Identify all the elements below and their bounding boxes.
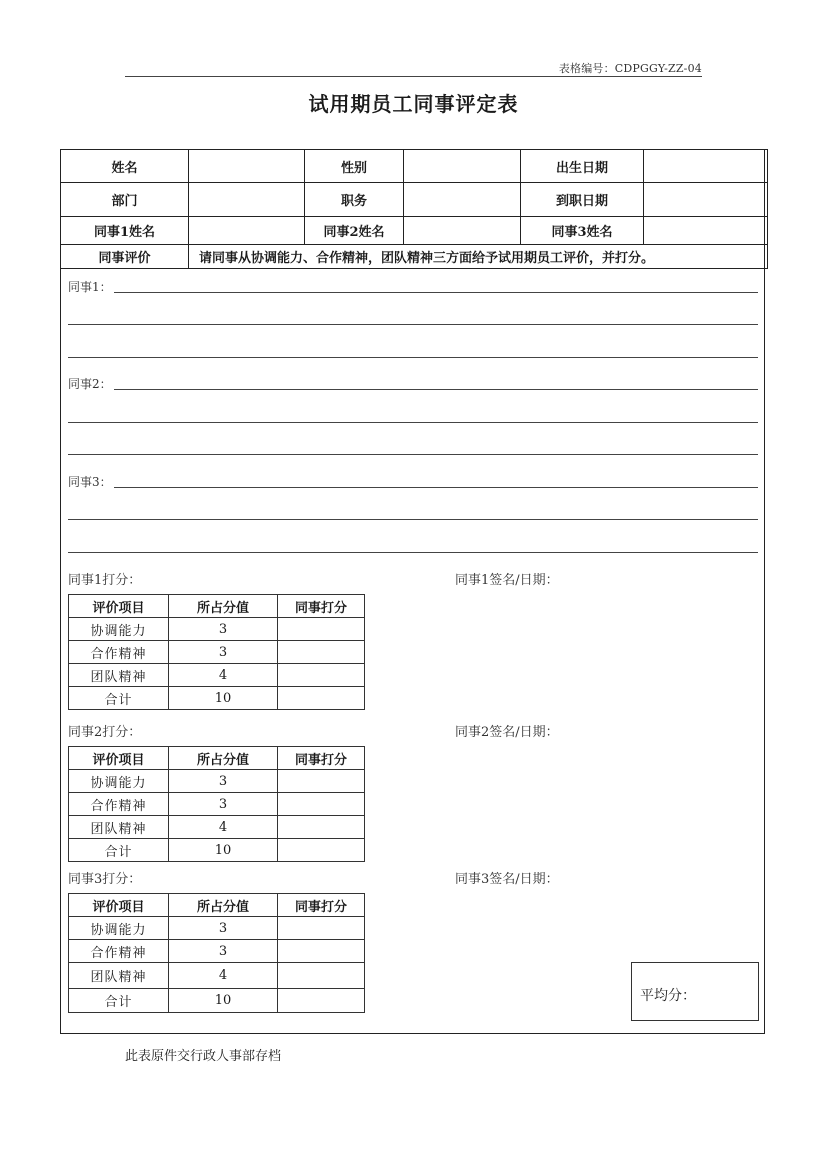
colleague1-name-field[interactable] (189, 217, 305, 245)
score-input[interactable] (278, 618, 365, 641)
score-row (69, 618, 365, 641)
item-cooperation: 合作精神 (69, 793, 169, 816)
weight-cell: 4 (169, 816, 278, 839)
score-row (69, 989, 365, 1013)
comment-line (68, 422, 758, 423)
weight-cell: 3 (169, 618, 278, 641)
comment-line (68, 454, 758, 455)
colleague1-comment-label: 同事1： (68, 280, 112, 294)
weight-cell: 3 (169, 793, 278, 816)
score-input[interactable] (278, 963, 365, 989)
score-input[interactable] (278, 641, 365, 664)
colleague2-signature-label: 同事2签名/日期： (455, 725, 559, 740)
info-row (61, 217, 768, 245)
info-row (61, 183, 768, 217)
score-row (69, 641, 365, 664)
colleague2-score-table (68, 746, 365, 862)
colleague2-score-label: 同事2打分： (68, 725, 142, 740)
footer-note: 此表原件交行政人事部存档 (125, 1049, 282, 1064)
score-header-row (69, 595, 365, 618)
header-weight: 所占分值 (169, 595, 278, 618)
score-row (69, 793, 365, 816)
page-title: 试用期员工同事评定表 (308, 92, 519, 116)
average-score-label: 平均分： (640, 988, 696, 1004)
comment-line (68, 292, 758, 293)
colleague2-name-label: 同事2姓名 (305, 217, 404, 245)
weight-cell: 10 (169, 989, 278, 1013)
colleague3-signature-label: 同事3签名/日期： (455, 872, 559, 887)
department-label: 部门 (61, 183, 189, 217)
header-score: 同事打分 (278, 747, 365, 770)
name-label: 姓名 (61, 150, 189, 183)
score-header-row (69, 747, 365, 770)
weight-cell: 10 (169, 687, 278, 710)
weight-cell: 3 (169, 940, 278, 963)
colleague3-score-table (68, 893, 365, 1013)
colleague1-signature-label: 同事1签名/日期： (455, 573, 559, 588)
item-teamwork: 团队精神 (69, 963, 169, 989)
header-rule (125, 76, 702, 77)
header-weight: 所占分值 (169, 747, 278, 770)
header-item: 评价项目 (69, 595, 169, 618)
name-field[interactable] (189, 150, 305, 183)
gender-label: 性别 (305, 150, 404, 183)
comment-line (68, 389, 758, 390)
score-header-row (69, 894, 365, 917)
weight-cell: 3 (169, 917, 278, 940)
score-input[interactable] (278, 940, 365, 963)
position-field[interactable] (404, 183, 521, 217)
score-input[interactable] (278, 664, 365, 687)
evaluation-label: 同事评价 (61, 245, 189, 269)
item-total: 合计 (69, 687, 169, 710)
form-code: 表格编号：CDPGGY-ZZ-04 (558, 62, 702, 75)
item-coordination: 协调能力 (69, 770, 169, 793)
weight-cell: 10 (169, 839, 278, 862)
position-label: 职务 (305, 183, 404, 217)
info-row (61, 245, 768, 269)
score-input[interactable] (278, 917, 365, 940)
colleague3-name-field[interactable] (644, 217, 768, 245)
weight-cell: 4 (169, 963, 278, 989)
score-row (69, 664, 365, 687)
start-date-label: 到职日期 (521, 183, 644, 217)
header-weight: 所占分值 (169, 894, 278, 917)
score-input[interactable] (278, 793, 365, 816)
weight-cell: 3 (169, 770, 278, 793)
comment-line (68, 519, 758, 520)
item-coordination: 协调能力 (69, 917, 169, 940)
start-date-field[interactable] (644, 183, 768, 217)
header-item: 评价项目 (69, 747, 169, 770)
colleague3-score-label: 同事3打分： (68, 872, 142, 887)
score-input[interactable] (278, 839, 365, 862)
info-row (61, 150, 768, 183)
colleague3-name-label: 同事3姓名 (521, 217, 644, 245)
birth-date-label: 出生日期 (521, 150, 644, 183)
colleague1-score-label: 同事1打分： (68, 573, 142, 588)
evaluation-instruction: 请同事从协调能力、合作精神，团队精神三方面给予试用期员工评价，并打分。 (189, 245, 768, 269)
comment-line (68, 487, 758, 488)
colleague3-comment-label: 同事3： (68, 475, 112, 489)
header-score: 同事打分 (278, 894, 365, 917)
weight-cell: 4 (169, 664, 278, 687)
gender-field[interactable] (404, 150, 521, 183)
department-field[interactable] (189, 183, 305, 217)
comment-line (68, 324, 758, 325)
item-cooperation: 合作精神 (69, 940, 169, 963)
score-row (69, 770, 365, 793)
average-score-box[interactable] (631, 962, 759, 1021)
score-row (69, 839, 365, 862)
score-input[interactable] (278, 770, 365, 793)
header-score: 同事打分 (278, 595, 365, 618)
header-item: 评价项目 (69, 894, 169, 917)
colleague2-name-field[interactable] (404, 217, 521, 245)
weight-cell: 3 (169, 641, 278, 664)
item-teamwork: 团队精神 (69, 816, 169, 839)
item-total: 合计 (69, 989, 169, 1013)
birth-date-field[interactable] (644, 150, 768, 183)
score-input[interactable] (278, 687, 365, 710)
score-row (69, 917, 365, 940)
score-input[interactable] (278, 816, 365, 839)
comment-line (68, 357, 758, 358)
colleague1-score-table (68, 594, 365, 710)
item-total: 合计 (69, 839, 169, 862)
employee-info-table (60, 149, 768, 269)
colleague2-comment-label: 同事2： (68, 377, 112, 391)
score-row (69, 816, 365, 839)
item-cooperation: 合作精神 (69, 641, 169, 664)
colleague1-name-label: 同事1姓名 (61, 217, 189, 245)
item-teamwork: 团队精神 (69, 664, 169, 687)
item-coordination: 协调能力 (69, 618, 169, 641)
score-input[interactable] (278, 989, 365, 1013)
score-row (69, 940, 365, 963)
comment-line (68, 552, 758, 553)
score-row (69, 687, 365, 710)
score-row (69, 963, 365, 989)
